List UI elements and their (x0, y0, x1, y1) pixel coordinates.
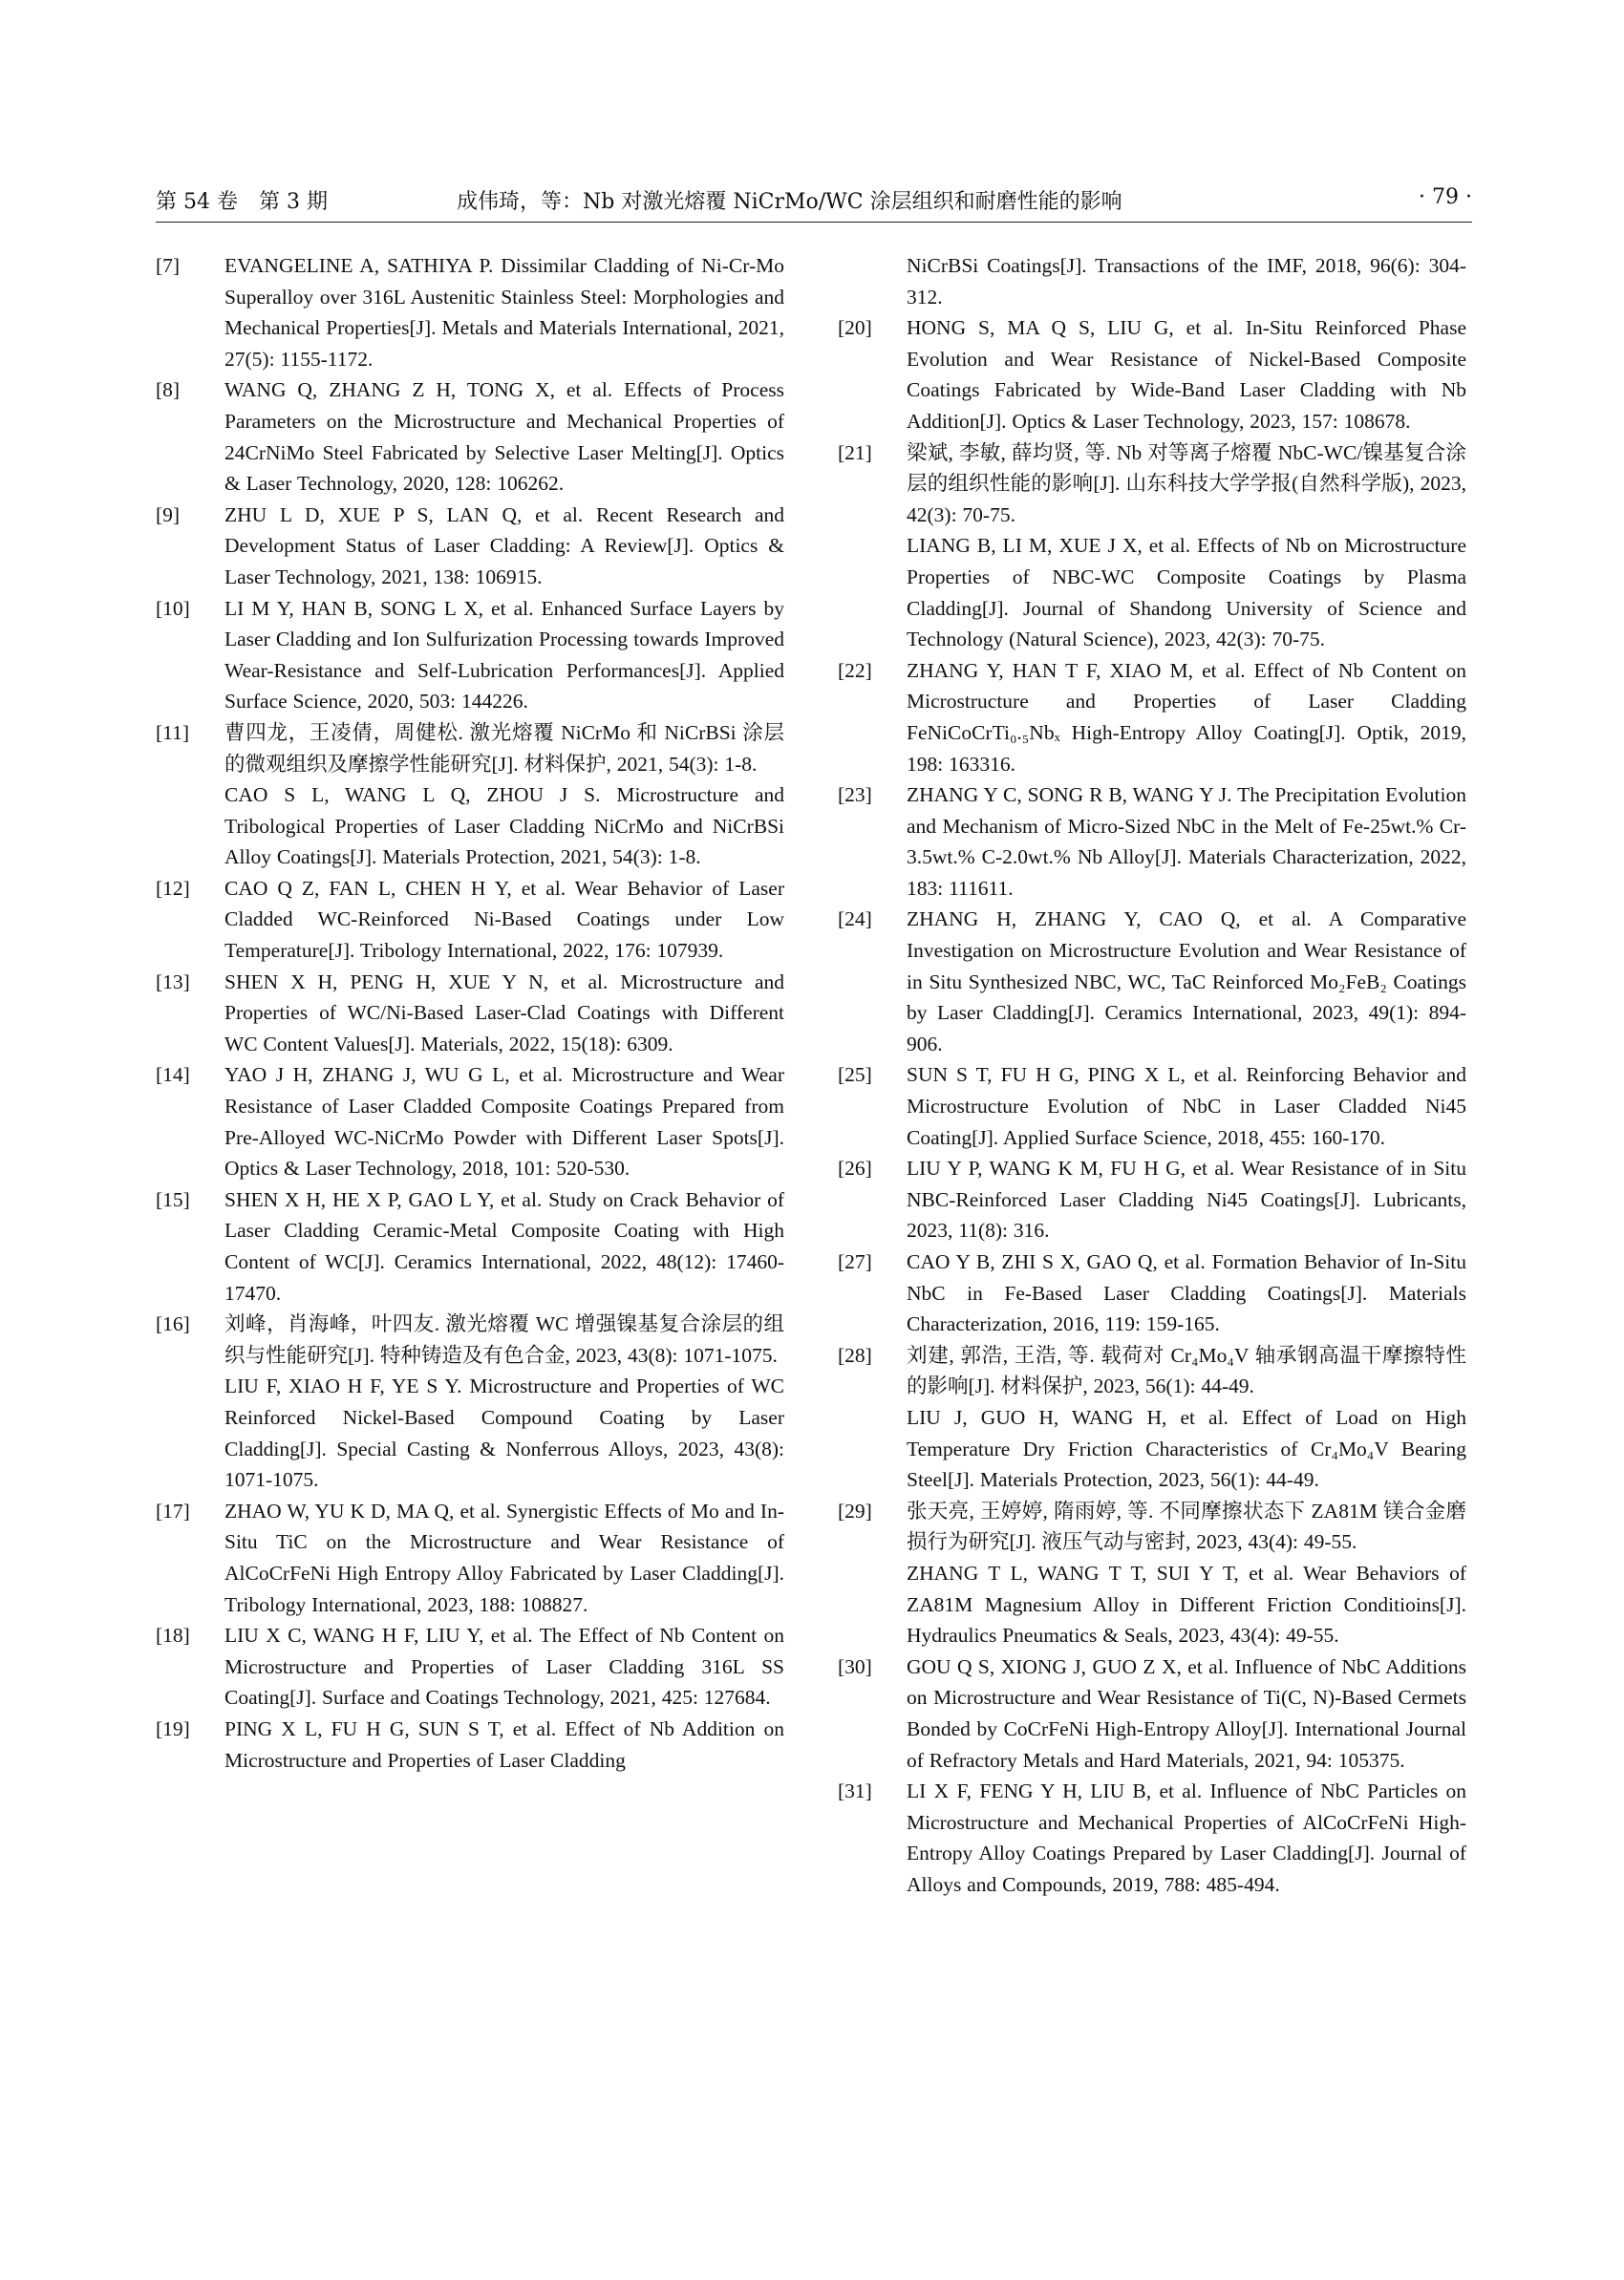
reference-citation: GOU Q S, XIONG J, GUO Z X, et al. Influence of NbC Additions on Microstructure and Wear Resistance of Ti(C, N)-Based Cermets Bonded by CoCrFeNi High-Entropy Alloy[J]. International Journal of Refractory Metals and Hard Materials, 2021, 94: 105375. (907, 1654, 1466, 1772)
reference-text (907, 904, 1466, 1059)
reference-citation: ZHAO W, YU K D, MA Q, et al. Synergistic Effects of Mo and In-Situ TiC on the Microstructure and Wear Resistance of AlCoCrFeNi High Entropy Alloy Fabricated by Laser Cladding[J]. Tribology International, 2023, 188: 108827. (224, 1499, 784, 1616)
reference-text (224, 1714, 784, 1776)
reference-citation: LIANG B, LI M, XUE J X, et al. Effects of Nb on Microstructure Properties of NBC-WC Composite Coatings by Plasma Cladding[J]. Journal of Shandong University of Science and Technology (Natural Science), 2023, 42(3): 70-75. (907, 534, 1466, 651)
reference-text (907, 437, 1466, 655)
reference-citation: 梁斌, 李敏, 薛均贤, 等. Nb 对等离子熔覆 NbC-WC/镍基复合涂层的组织性能的影响[J]. 山东科技大学学报(自然科学版), 2023, 42(3): 70-75. (907, 440, 1466, 526)
reference-number: [12] (156, 876, 190, 900)
reference-text (224, 1496, 784, 1620)
reference-number: [31] (838, 1779, 872, 1803)
reference-text (224, 1309, 784, 1496)
reference-citation: ZHANG T L, WANG T T, SUI Y T, et al. Wear Behaviors of ZA81M Magnesium Alloy in Different Friction Conditioins[J]. Hydraulics Pneumatics & Seals, 2023, 43(4): 49-55. (907, 1561, 1466, 1648)
reference-number: [15] (156, 1187, 190, 1211)
reference-citation: CAO Q Z, FAN L, CHEN H Y, et al. Wear Behavior of Laser Cladded WC-Reinforced Ni-Based Coatings under Low Temperature[J]. Tribology International, 2022, 176: 107939. (224, 876, 784, 963)
reference-text (907, 1776, 1466, 1900)
reference-entry (156, 250, 784, 374)
reference-citation: PING X L, FU H G, SUN S T, et al. Effect of Nb Addition on Microstructure and Properties of Laser Cladding (224, 1716, 784, 1772)
reference-entry (156, 1184, 784, 1309)
reference-entry (838, 1247, 1466, 1340)
reference-text (224, 967, 784, 1060)
reference-entry (156, 1496, 784, 1620)
reference-entry (838, 1651, 1466, 1776)
reference-citation: 曹四龙，王凌倩，周健松. 激光熔覆 NiCrMo 和 NiCrBSi 涂层的微观组织及摩擦学性能研究[J]. 材料保护, 2021, 54(3): 1-8. (224, 720, 784, 776)
reference-text (224, 873, 784, 967)
reference-text (907, 1340, 1466, 1496)
reference-entry (156, 1620, 784, 1714)
reference-citation: HONG S, MA Q S, LIU G, et al. In-Situ Reinforced Phase Evolution and Wear Resistance of Nickel-Based Composite Coatings Fabricated by Wide-Band Laser Cladding with Nb Addition[J]. Optics & Laser Technology, 2023, 157: 108678. (907, 316, 1466, 433)
reference-number: [25] (838, 1063, 872, 1087)
reference-citation: WANG Q, ZHANG Z H, TONG X, et al. Effects of Process Parameters on the Microstructure and Mechanical Properties of 24CrNiMo Steel Fabricated by Selective Laser Melting[J]. Optics & Laser Technology, 2020, 128: 106262. (224, 378, 784, 496)
reference-text (907, 655, 1466, 779)
reference-citation: ZHANG Y C, SONG R B, WANG Y J. The Precipitation Evolution and Mechanism of Micro-Sized NbC in the Melt of Fe-25wt.% Cr-3.5wt.% C-2.0wt.% Nb Alloy[J]. Materials Characterization, 2022, 183: 111611. (907, 783, 1466, 900)
reference-text (907, 1496, 1466, 1651)
reference-text (224, 1620, 784, 1714)
reference-number: [22] (838, 658, 872, 682)
reference-entry (156, 374, 784, 499)
reference-entry (838, 437, 1466, 655)
reference-text (907, 312, 1466, 437)
reference-citation: CAO Y B, ZHI S X, GAO Q, et al. Formation Behavior of In-Situ NbC in Fe-Based Laser Cladding Coatings[J]. Materials Characterization, 2016, 119: 159-165. (907, 1250, 1466, 1336)
reference-citation: EVANGELINE A, SATHIYA P. Dissimilar Cladding of Ni-Cr-Mo Superalloy over 316L Austenitic Stainless Steel: Morphologies and Mechanical Properties[J]. Metals and Materials International, 2021, 27(5): 1155-1172. (224, 254, 784, 371)
running-title: 成伟琦，等：Nb 对激光熔覆 NiCrMo/WC 涂层组织和耐磨性能的影响 (457, 190, 1122, 214)
reference-number: [18] (156, 1624, 190, 1648)
reference-entry (156, 500, 784, 593)
reference-text (907, 779, 1466, 904)
reference-citation: ZHU L D, XUE P S, LAN Q, et al. Recent Research and Development Status of Laser Cladding: A Review[J]. Optics & Laser Technology, 2021, 138: 106915. (224, 502, 784, 588)
reference-text (907, 1247, 1466, 1340)
reference-number: [7] (156, 254, 181, 277)
reference-number: [8] (156, 378, 181, 402)
reference-citation: NiCrBSi Coatings[J]. Transactions of the IMF, 2018, 96(6): 304-312. (907, 254, 1466, 309)
reference-entry (838, 312, 1466, 437)
reference-citation: 刘峰，肖海峰，叶四友. 激光熔覆 WC 增强镍基复合涂层的组织与性能研究[J]. 特种铸造及有色合金, 2023, 43(8): 1071-1075. (224, 1312, 784, 1367)
reference-number: [17] (156, 1499, 190, 1523)
reference-number: [9] (156, 502, 181, 526)
reference-number: [23] (838, 783, 872, 807)
reference-number: [10] (156, 596, 190, 620)
reference-text (224, 593, 784, 717)
reference-entry (156, 967, 784, 1060)
reference-number: [19] (156, 1716, 190, 1740)
reference-entry (838, 655, 1466, 779)
reference-number: [30] (838, 1654, 872, 1678)
reference-entry (838, 904, 1466, 1059)
reference-citation: SHEN X H, HE X P, GAO L Y, et al. Study on Crack Behavior of Laser Cladding Ceramic-Metal Composite Coating with High Content of WC[J]. Ceramics International, 2022, 48(12): 17460-17470. (224, 1187, 784, 1305)
reference-text (224, 374, 784, 499)
reference-citation: LIU Y P, WANG K M, FU H G, et al. Wear Resistance of in Situ NBC-Reinforced Laser Cladding Ni45 Coatings[J]. Lubricants, 2023, 11(8): 316. (907, 1157, 1466, 1243)
reference-number: [24] (838, 907, 872, 931)
reference-citation: CAO S L, WANG L Q, ZHOU J S. Microstructure and Tribological Properties of Laser Cladding NiCrMo and NiCrBSi Alloy Coatings[J]. Materials Protection, 2021, 54(3): 1-8. (224, 783, 784, 869)
reference-entry (156, 593, 784, 717)
reference-citation: LI M Y, HAN B, SONG L X, et al. Enhanced Surface Layers by Laser Cladding and Ion Sulfurization Processing towards Improved Wear-Resistance and Self-Lubrication Performances[J]. Applied Surface Science, 2020, 503: 144226. (224, 596, 784, 714)
reference-entry (156, 717, 784, 873)
reference-number: [13] (156, 970, 190, 993)
reference-number: [26] (838, 1157, 872, 1181)
reference-list-right-column (838, 250, 1466, 1900)
reference-citation: 刘建, 郭浩, 王浩, 等. 载荷对 Cr₄Mo₄V 轴承钢高温干摩擦特性的影响[J]. 材料保护, 2023, 56(1): 44-49. (907, 1343, 1466, 1398)
reference-citation: 张天亮, 王婷婷, 隋雨婷, 等. 不同摩擦状态下 ZA81M 镁合金磨损行为研究[J]. 液压气动与密封, 2023, 43(4): 49-55. (907, 1499, 1466, 1554)
reference-citation: SUN S T, FU H G, PING X L, et al. Reinforcing Behavior and Microstructure Evolution of NbC in Laser Cladded Ni45 Coating[J]. Applied Surface Science, 2018, 455: 160-170. (907, 1063, 1466, 1149)
reference-number: [28] (838, 1343, 872, 1367)
reference-text (907, 1153, 1466, 1247)
reference-text (907, 250, 1466, 312)
reference-number: [20] (838, 316, 872, 340)
reference-entry (838, 1496, 1466, 1651)
reference-citation: LIU F, XIAO H F, YE S Y. Microstructure and Properties of WC Reinforced Nickel-Based Compound Coating by Laser Cladding[J]. Special Casting & Nonferrous Alloys, 2023, 43(8): 1071-1075. (224, 1374, 784, 1492)
reference-entry (838, 1153, 1466, 1247)
reference-entry (838, 1340, 1466, 1496)
reference-citation: ZHANG Y, HAN T F, XIAO M, et al. Effect of Nb Content on Microstructure and Properties of Laser Cladding FeNiCoCrTi₀.₅Nbₓ High-Entropy Alloy Coating[J]. Optik, 2019, 198: 163316. (907, 658, 1466, 776)
running-header (156, 178, 1472, 220)
reference-number: [21] (838, 440, 872, 464)
page-number: · 79 · (1419, 185, 1472, 209)
reference-number: [29] (838, 1499, 872, 1523)
reference-citation: LI X F, FENG Y H, LIU B, et al. Influence of NbC Particles on Microstructure and Mechanical Properties of AlCoCrFeNi High-Entropy Alloy Coatings Prepared by Laser Cladding[J]. Journal of Alloys and Compounds, 2019, 788: 485-494. (907, 1779, 1466, 1896)
reference-number: [27] (838, 1250, 872, 1273)
reference-number: [16] (156, 1312, 190, 1336)
reference-entry (156, 1059, 784, 1183)
reference-number: [14] (156, 1063, 190, 1087)
reference-citation: LIU J, GUO H, WANG H, et al. Effect of Load on High Temperature Dry Friction Characteristics of Cr₄Mo₄V Bearing Steel[J]. Materials Protection, 2023, 56(1): 44-49. (907, 1405, 1466, 1492)
reference-text (907, 1059, 1466, 1153)
reference-text (224, 500, 784, 593)
reference-text (224, 1184, 784, 1309)
reference-citation: LIU X C, WANG H F, LIU Y, et al. The Effect of Nb Content on Microstructure and Properties of Laser Cladding 316L SS Coating[J]. Surface and Coatings Technology, 2021, 425: 127684. (224, 1624, 784, 1710)
reference-entry (838, 1059, 1466, 1153)
reference-entry (156, 1714, 784, 1776)
reference-entry (156, 873, 784, 967)
reference-list-left-column (156, 250, 784, 1776)
reference-text (224, 250, 784, 374)
volume-issue: 第 54 卷 第 3 期 (156, 190, 328, 214)
header-rule (156, 222, 1472, 223)
reference-text (224, 1059, 784, 1183)
reference-number: [11] (156, 720, 190, 744)
reference-entry (838, 250, 1466, 312)
reference-citation: ZHANG H, ZHANG Y, CAO Q, et al. A Comparative Investigation on Microstructure Evolution and Wear Resistance of in Situ Synthesized NBC, WC, TaC Reinforced Mo₂FeB₂ Coatings by Laser Cladding[J]. Ceramics International, 2023, 49(1): 894-906. (907, 907, 1466, 1055)
reference-entry (156, 1309, 784, 1496)
reference-citation: YAO J H, ZHANG J, WU G L, et al. Microstructure and Wear Resistance of Laser Cladded Composite Coatings Prepared from Pre-Alloyed WC-NiCrMo Powder with Different Laser Spots[J]. Optics & Laser Technology, 2018, 101: 520-530. (224, 1063, 784, 1181)
reference-text (907, 1651, 1466, 1776)
reference-citation: SHEN X H, PENG H, XUE Y N, et al. Microstructure and Properties of WC/Ni-Based Laser-Clad Coatings with Different WC Content Values[J]. Materials, 2022, 15(18): 6309. (224, 970, 784, 1055)
reference-entry (838, 779, 1466, 904)
reference-text (224, 717, 784, 873)
reference-entry (838, 1776, 1466, 1900)
